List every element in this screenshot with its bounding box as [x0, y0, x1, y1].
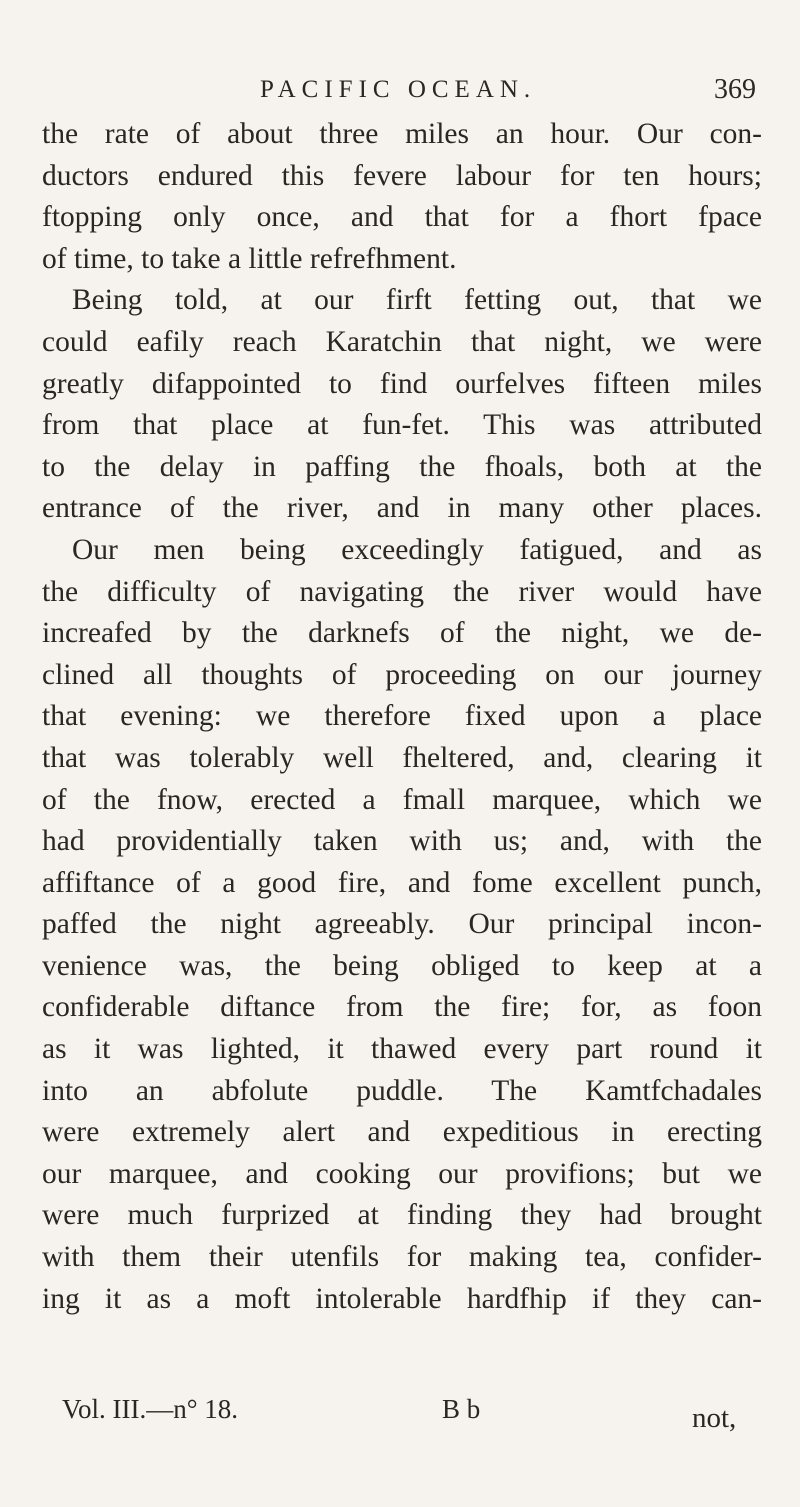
text-line: entrance of the river, and in many other places. — [42, 492, 762, 525]
running-head — [0, 70, 800, 110]
catchword: not, — [692, 1402, 737, 1434]
text-line: confiderable diftance from the fire; for, as foon — [42, 991, 762, 1024]
text-line: ductors endured this fevere labour for ten hours; — [42, 159, 762, 192]
text-line: that was tolerably well fheltered, and, clearing it — [42, 741, 762, 774]
text-line: paffed the night agreeably. Our principal incon- — [42, 908, 762, 941]
text-line: of the fnow, erected a fmall marquee, which we — [42, 783, 762, 816]
text-line: with them their utenfils for making tea, confider- — [42, 1241, 762, 1274]
text-line: as it was lighted, it thawed every part round it — [42, 1033, 762, 1066]
text-line: ing it as a moft intolerable hardfhip if they can- — [42, 1282, 762, 1315]
text-line: from that place at fun-fet. This was attributed — [42, 409, 762, 442]
text-line: affiftance of a good fire, and fome excellent punch, — [42, 866, 762, 899]
text-line: our marquee, and cooking our provifions; but we — [42, 1157, 762, 1190]
page-number: 369 — [714, 74, 756, 105]
text-line: the difficulty of navigating the river would have — [42, 575, 762, 608]
text-line: clined all thoughts of proceeding on our journey — [42, 658, 762, 691]
text-line: increafed by the darknefs of the night, we de- — [42, 617, 762, 650]
text-line: of time, to take a little refrefhment. — [42, 242, 457, 275]
text-line: Our men being exceedingly fatigued, and as — [72, 533, 762, 566]
text-line: had providentially taken with us; and, with the — [42, 825, 762, 858]
text-line: were much furprized at finding they had brought — [42, 1199, 762, 1232]
running-title: PACIFIC OCEAN. — [260, 76, 537, 103]
volume-number: Vol. III.—n° 18. — [62, 1394, 239, 1424]
text-line: were extremely alert and expeditious in erecting — [42, 1116, 762, 1149]
text-line: could eafily reach Karatchin that night, we were — [42, 325, 762, 358]
page-footer — [42, 1394, 762, 1434]
text-line: Being told, at our firft fetting out, that we — [72, 284, 762, 317]
text-line: into an abfolute puddle. The Kamtfchadales — [42, 1074, 762, 1107]
text-line: the rate of about three miles an hour. Our con- — [42, 118, 762, 150]
text-line: ftopping only once, and that for a fhort fpace — [42, 201, 762, 234]
text-line: that evening: we therefore fixed upon a place — [42, 700, 762, 733]
signature-mark: B b — [442, 1394, 481, 1424]
text-line: to the delay in paffing the fhoals, both at the — [42, 450, 762, 483]
body-text — [42, 114, 762, 1320]
text-line: venience was, the being obliged to keep at a — [42, 949, 762, 982]
text-line: greatly difappointed to find ourfelves fifteen miles — [42, 367, 762, 400]
